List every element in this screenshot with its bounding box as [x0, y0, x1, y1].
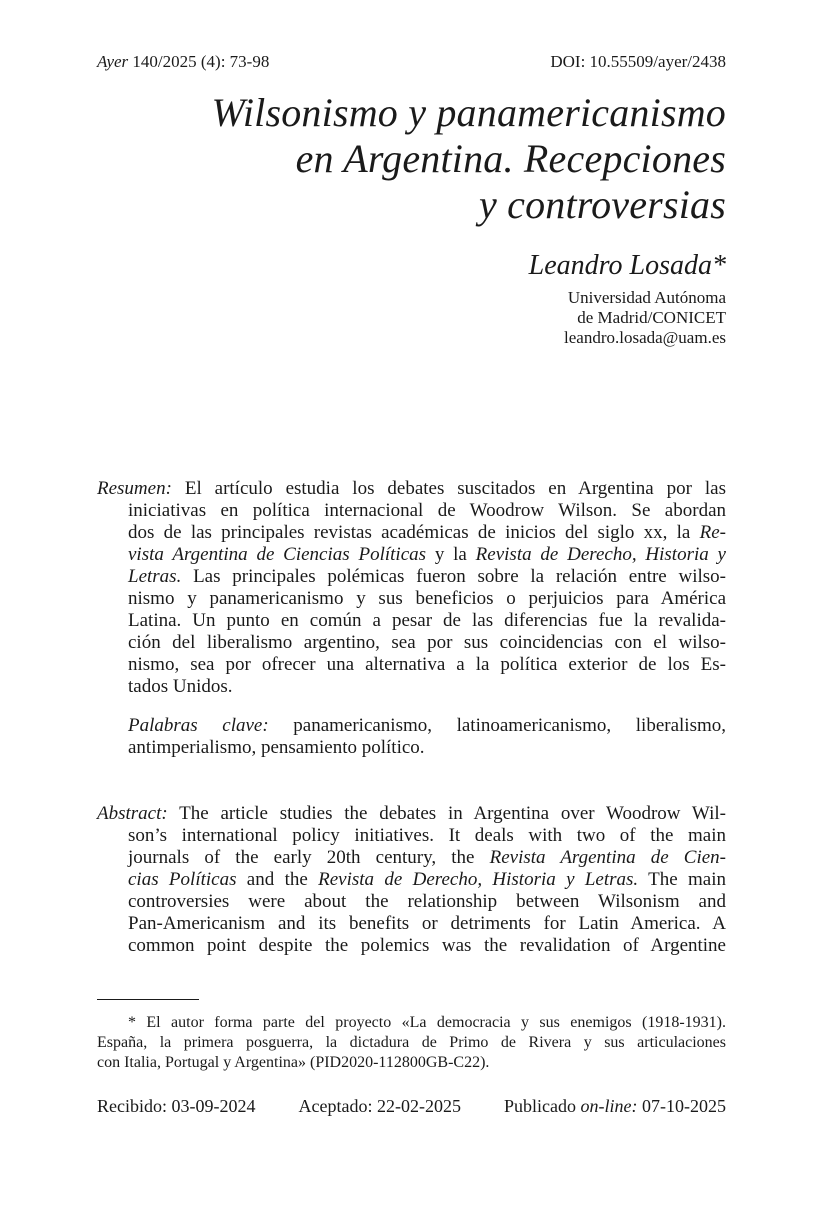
text-line: dos de las principales revistas académicas de inicios del siglo xx, la Re- — [128, 522, 726, 543]
resumen-label: Resumen: — [97, 478, 172, 499]
footnote-line: España, la primera posguerra, la dictadura de Primo de Rivera y sus articulaciones — [97, 1034, 726, 1051]
text-line: Letras. Las principales polémicas fueron sobre la relación entre wilso- — [128, 566, 726, 587]
footnote-line: con Italia, Portugal y Argentina» (PID2020-112800GB-C22). — [97, 1054, 490, 1071]
journal-issue: 140/2025 (4): 73-98 — [128, 52, 270, 71]
accepted-date: Aceptado: 22-02-2025 — [298, 1096, 461, 1116]
author-email: leandro.losada@uam.es — [564, 328, 726, 347]
author-affiliation — [564, 288, 726, 348]
text-line: Resumen: El artículo estudia los debates suscitados en Argentina por las — [97, 478, 726, 499]
text-line: tados Unidos. — [128, 676, 233, 697]
text-line: ción del liberalismo argentino, sea por sus coincidencias con el wilso- — [128, 632, 726, 653]
resumen-paragraph — [97, 478, 726, 698]
title-line: Wilsonismo y panamericanismo — [211, 90, 726, 135]
footnote-separator — [97, 999, 199, 1000]
text-line: journals of the early 20th century, the Revista Argentina de Cien- — [128, 847, 727, 868]
text-line: Palabras clave: panamericanismo, latinoamericanismo, liberalismo, — [128, 715, 727, 736]
title-line: en Argentina. Recepciones — [295, 136, 726, 181]
text-line: nismo, sea por ofrecer una alternativa a la política exterior de los Es- — [128, 654, 726, 675]
text-line: vista Argentina de Ciencias Políticas y la Revista de Derecho, Historia y — [128, 544, 726, 565]
published-date: Publicado on-line: 07-10-2025 — [504, 1096, 726, 1116]
journal-citation — [97, 52, 269, 72]
keywords-paragraph — [128, 715, 726, 759]
text-line: Abstract: The article studies the debates in Argentina over Woodrow Wil- — [97, 803, 726, 824]
journal-name: Ayer — [97, 52, 129, 71]
footnote-line: * El autor forma parte del proyecto «La democracia y sus enemigos (1918-1931). — [128, 1014, 726, 1031]
received-date: Recibido: 03-09-2024 — [97, 1096, 256, 1116]
article-title — [97, 90, 726, 228]
text-line: common point despite the polemics was the revalidation of Argentine — [128, 935, 726, 956]
publication-dates — [97, 1095, 726, 1117]
text-line: nismo y panamericanismo y sus beneficios o perjuicios para América — [128, 588, 726, 609]
text-line: controversies were about the relationship between Wilsonism and — [128, 891, 726, 912]
abstract-label: Abstract: — [97, 803, 168, 824]
text-line: Latina. Un punto en común a pesar de las diferencias fue la revalida- — [128, 610, 726, 631]
text-line: cias Políticas and the Revista de Derecho, Historia y Letras. The main — [128, 869, 726, 890]
affiliation-line: de Madrid/CONICET — [577, 308, 726, 327]
keywords-label: Palabras clave: — [128, 715, 269, 736]
doi: DOI: 10.55509/ayer/2438 — [550, 52, 726, 71]
abstract-paragraph — [97, 803, 726, 957]
affiliation-line: Universidad Autónoma — [567, 288, 726, 307]
title-line: y controversias — [478, 182, 726, 227]
text-line: iniciativas en política internacional de Woodrow Wilson. Se abordan — [128, 500, 726, 521]
text-line: antimperialismo, pensamiento político. — [128, 737, 425, 758]
author-name: Leandro Losada* — [528, 250, 726, 281]
text-line: son’s international policy initiatives. It deals with two of the main — [128, 825, 726, 846]
article-first-page — [97, 0, 726, 1216]
footnote — [97, 1013, 726, 1073]
text-line: Pan-Americanism and its benefits or detriments for Latin America. A — [128, 913, 726, 934]
